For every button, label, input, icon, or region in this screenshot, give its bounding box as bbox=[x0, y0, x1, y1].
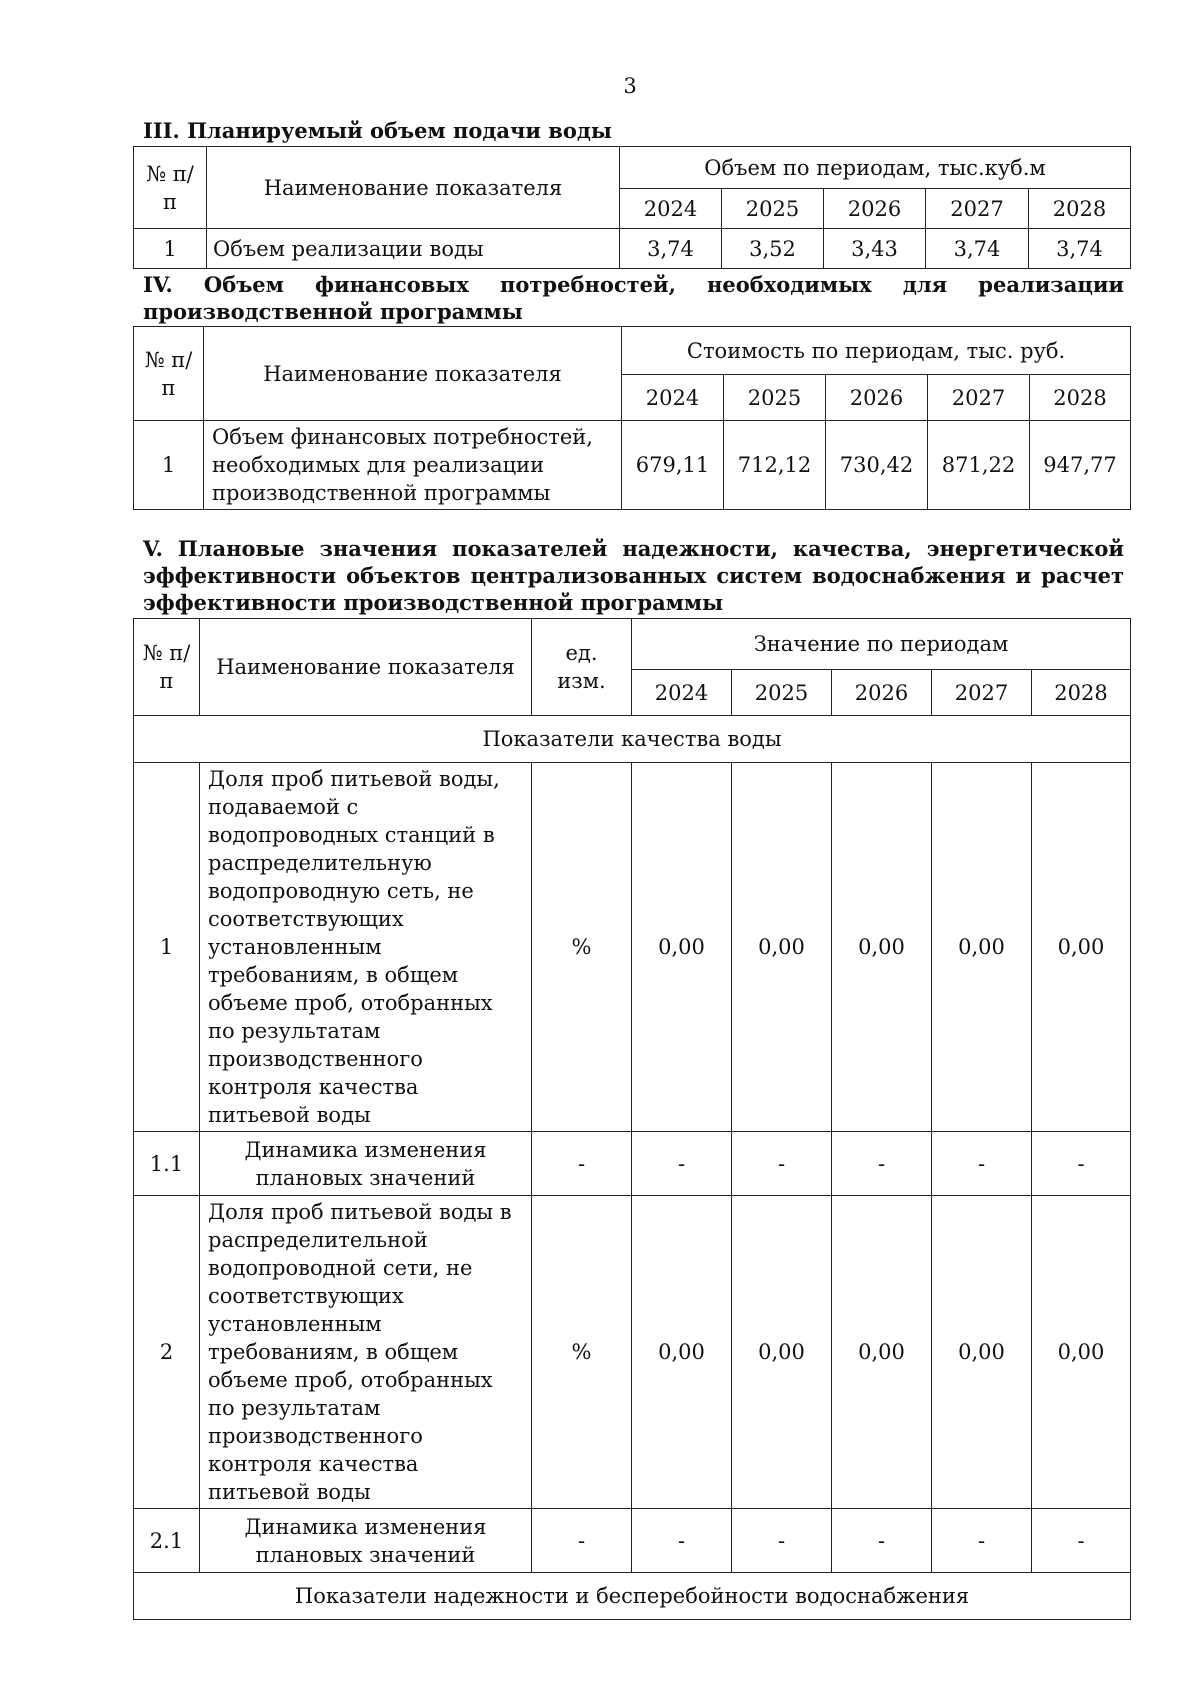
table-row bbox=[134, 229, 1131, 269]
column-group-header: Стоимость по периодам, тыс. руб. bbox=[622, 327, 1131, 375]
performance-indicators-table bbox=[133, 618, 1131, 1620]
row-value: 0,00 bbox=[632, 763, 732, 1132]
row-number: 2.1 bbox=[134, 1509, 200, 1573]
row-value: - bbox=[932, 1132, 1032, 1196]
row-name: Доля проб питьевой воды, подаваемой с водопроводных станций в распределительную водопроводную сеть, не соответствующих установленным требованиям, в общем объеме проб, отобранных по результатам производственного контроля качества питьевой воды bbox=[200, 763, 532, 1132]
column-header-name: Наименование показателя bbox=[200, 619, 532, 716]
row-name: Динамика изменения плановых значений bbox=[200, 1132, 532, 1196]
table-row bbox=[134, 1509, 1131, 1573]
year-header: 2028 bbox=[1029, 189, 1131, 229]
row-value: 3,52 bbox=[722, 229, 824, 269]
row-value: 0,00 bbox=[732, 763, 832, 1132]
row-value: 3,74 bbox=[620, 229, 722, 269]
row-value: - bbox=[832, 1509, 932, 1573]
column-header-name: Наименование показателя bbox=[207, 147, 620, 229]
row-value: 712,12 bbox=[724, 421, 826, 510]
row-name: Динамика изменения плановых значений bbox=[200, 1509, 532, 1573]
group-header-quality: Показатели качества воды bbox=[134, 716, 1131, 763]
row-value: - bbox=[632, 1132, 732, 1196]
row-value: - bbox=[732, 1509, 832, 1573]
year-header: 2028 bbox=[1030, 375, 1131, 421]
row-value: 679,11 bbox=[622, 421, 724, 510]
row-value: 0,00 bbox=[932, 763, 1032, 1132]
row-unit: % bbox=[532, 763, 632, 1132]
table-row bbox=[134, 1132, 1131, 1196]
year-header: 2026 bbox=[832, 670, 932, 716]
year-header: 2028 bbox=[1032, 670, 1131, 716]
row-unit: - bbox=[532, 1132, 632, 1196]
column-header-number: № п/п bbox=[134, 619, 200, 716]
row-value: 3,74 bbox=[926, 229, 1029, 269]
row-number: 1 bbox=[134, 421, 204, 510]
row-value: - bbox=[632, 1509, 732, 1573]
row-name: Объем финансовых потребностей, необходимых для реализации производственной программы bbox=[204, 421, 622, 510]
group-header-reliability: Показатели надежности и бесперебойности водоснабжения bbox=[134, 1573, 1131, 1620]
row-name: Доля проб питьевой воды в распределительной водопроводной сети, не соответствующих установленным требованиям, в общем объеме проб, отобранных по результатам производственного контроля качества питьевой воды bbox=[200, 1196, 532, 1509]
year-header: 2027 bbox=[926, 189, 1029, 229]
year-header: 2027 bbox=[932, 670, 1032, 716]
row-number: 1 bbox=[134, 763, 200, 1132]
row-value: 730,42 bbox=[826, 421, 928, 510]
row-value: 947,77 bbox=[1030, 421, 1131, 510]
row-unit: % bbox=[532, 1196, 632, 1509]
column-header-unit: ед. изм. bbox=[532, 619, 632, 716]
table-row bbox=[134, 421, 1131, 510]
column-group-header: Объем по периодам, тыс.куб.м bbox=[620, 147, 1131, 189]
year-header: 2026 bbox=[824, 189, 926, 229]
year-header: 2024 bbox=[620, 189, 722, 229]
row-number: 2 bbox=[134, 1196, 200, 1509]
row-value: 3,43 bbox=[824, 229, 926, 269]
section-3-title: III. Планируемый объем подачи воды bbox=[143, 118, 612, 143]
row-value: 0,00 bbox=[832, 1196, 932, 1509]
table-row bbox=[134, 763, 1131, 1132]
row-unit: - bbox=[532, 1509, 632, 1573]
row-value: 871,22 bbox=[928, 421, 1030, 510]
year-header: 2025 bbox=[732, 670, 832, 716]
row-number: 1 bbox=[134, 229, 207, 269]
column-group-header: Значение по периодам bbox=[632, 619, 1131, 670]
row-value: - bbox=[732, 1132, 832, 1196]
year-header: 2026 bbox=[826, 375, 928, 421]
year-header: 2024 bbox=[622, 375, 724, 421]
section-5-title: V. Плановые значения показателей надежности, качества, энергетической эффективности объектов централизованных систем водоснабжения и расчет эффективности производственной программы bbox=[143, 536, 1124, 615]
row-value: 0,00 bbox=[1032, 1196, 1131, 1509]
row-name: Объем реализации воды bbox=[207, 229, 620, 269]
row-value: 0,00 bbox=[932, 1196, 1032, 1509]
row-value: 0,00 bbox=[832, 763, 932, 1132]
page-number: 3 bbox=[623, 74, 637, 98]
table-row bbox=[134, 1196, 1131, 1509]
row-value: 0,00 bbox=[632, 1196, 732, 1509]
row-value: 3,74 bbox=[1029, 229, 1131, 269]
row-value: 0,00 bbox=[732, 1196, 832, 1509]
column-header-name: Наименование показателя bbox=[204, 327, 622, 421]
row-value: 0,00 bbox=[1032, 763, 1131, 1132]
year-header: 2024 bbox=[632, 670, 732, 716]
financial-needs-table bbox=[133, 326, 1131, 510]
water-supply-volume-table bbox=[133, 146, 1131, 269]
row-value: - bbox=[1032, 1132, 1131, 1196]
year-header: 2025 bbox=[724, 375, 826, 421]
row-value: - bbox=[832, 1132, 932, 1196]
row-number: 1.1 bbox=[134, 1132, 200, 1196]
row-value: - bbox=[932, 1509, 1032, 1573]
section-4-title: IV. Объем финансовых потребностей, необходимых для реализации производственной программы bbox=[143, 272, 1124, 324]
column-header-number: № п/п bbox=[134, 327, 204, 421]
row-value: - bbox=[1032, 1509, 1131, 1573]
year-header: 2025 bbox=[722, 189, 824, 229]
column-header-number: № п/п bbox=[134, 147, 207, 229]
year-header: 2027 bbox=[928, 375, 1030, 421]
